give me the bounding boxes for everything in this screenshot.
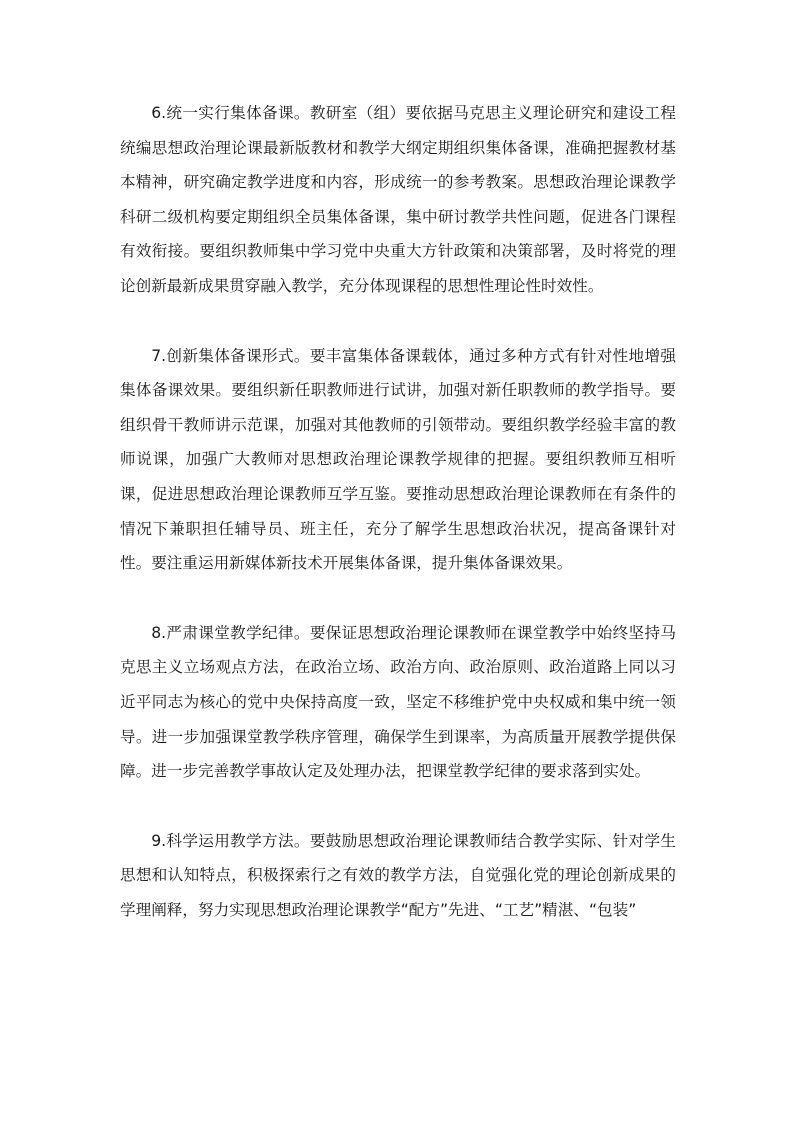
paragraph-6: 6.统一实行集体备课。教研室（组）要依据马克思主义理论研究和建设工程统编思想政治理论课最新版教材和教学大纲定期组织集体备课，准确把握教材基本精神，研究确定教学进度和内容，形成统一的参考教案。思想政治理论课教学科研二级机构要定期组织全员集体备课，集中研讨教学共性问题，促进各门课程有效衔接。要组织教师集中学习党中央重大方针政策和决策部署，及时将党的理论创新最新成果贯穿融入教学，充分体现课程的思想性理论性时效性。: [120, 104, 676, 295]
paragraph-8: 8.严肃课堂教学纪律。要保证思想政治理论课教师在课堂教学中始终坚持马克思主义立场观点方法，在政治立场、政治方向、政治原则、政治道路上同以习近平同志为核心的党中央保持高度一致，坚定不移维护党中央权威和集中统一领导。进一步加强课堂教学秩序管理，确保学生到课率，为高质量开展教学提供保障。进一步完善教学事故认定及处理办法，把课堂教学纪律的要求落到实处。: [120, 623, 676, 781]
paragraph-7: 7.创新集体备课形式。要丰富集体备课载体，通过多种方式有针对性地增强集体备课效果。要组织新任职教师进行试讲，加强对新任职教师的教学指导。要组织骨干教师讲示范课，加强对其他教师的引领带动。要组织教学经验丰富的教师说课，加强广大教师对思想政治理论课教学规律的把握。要组织教师互相听课，促进思想政治理论课教师互学互鉴。要推动思想政治理论课教师在有条件的情况下兼职担任辅导员、班主任，充分了解学生思想政治状况，提高备课针对性。要注重运用新媒体新技术开展集体备课，提升集体备课效果。: [120, 346, 676, 573]
document-body: [120, 96, 676, 927]
paragraph-9: 9.科学运用教学方法。要鼓励思想政治理论课教师结合教学实际、针对学生思想和认知特点，积极探索行之有效的教学方法，自觉强化党的理论创新成果的学理阐释，努力实现思想政治理论课教学“配方”先进、“工艺”精湛、“包装”: [120, 831, 676, 919]
